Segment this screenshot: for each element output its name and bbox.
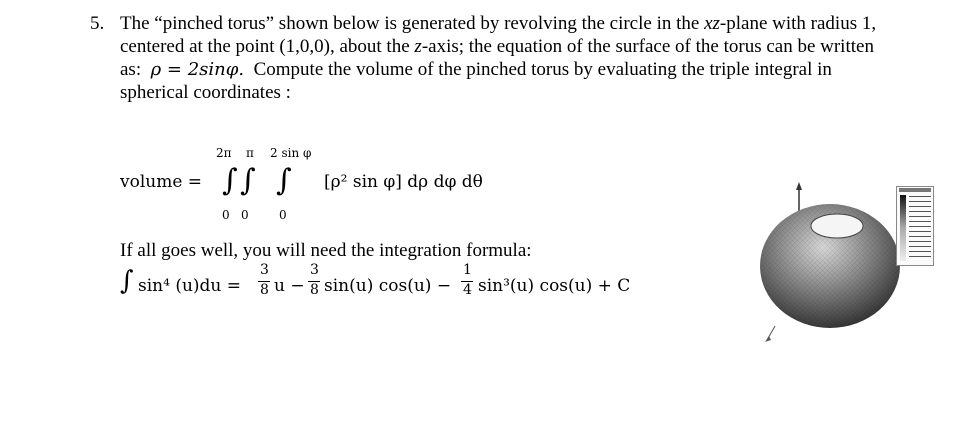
problem-line-1 [120,12,930,35]
text-fragment: centered at the point (1,0,0), about the [120,36,415,57]
problem-line-2 [120,35,930,58]
surface-equation: ρ = 2sinφ. [150,59,245,80]
upper-limit-rho: 2 sin φ [270,146,312,160]
legend-title [899,188,931,192]
text-fragment: xz [704,13,720,34]
text-fragment: -plane with radius 1, [719,13,877,34]
integral-sign-phi: ∫ [240,163,256,198]
problem-text [120,12,930,104]
frac2-numerator: 3 [310,262,319,278]
text-fragment: The “pinched torus” shown below is generated by revolving the circle in the [120,13,705,34]
torus-hole [811,214,863,238]
frac2-denominator: 8 [310,282,319,298]
integration-formula [120,262,680,302]
integrand: [ρ² sin φ] dρ dφ dθ [324,172,483,192]
text-fragment: -axis; the equation of the surface of the torus can be written [421,36,874,57]
frac3-denominator: 4 [463,282,472,298]
upper-limit-phi: π [246,146,254,160]
text-fragment: z [414,36,422,57]
legend-colorbar [900,195,906,261]
pinched-torus-figure [725,178,974,348]
integral-sign: ∫ [120,266,134,296]
text-fragment: as: [120,59,142,80]
frac3-numerator: 1 [463,262,472,278]
torus-svg [725,178,974,348]
formula-lhs: sin⁴ (u)du = [138,276,242,296]
formula-term3: sin³(u) cos(u) + C [478,276,631,296]
formula-term2: sin(u) cos(u) − [324,276,452,296]
z-axis-arrow-icon [796,182,802,190]
lower-limit-phi: 0 [241,208,249,222]
volume-label: volume = [120,172,203,192]
color-legend [896,186,934,266]
problem-line-4 [120,81,930,104]
x-axis-arrow-icon [765,336,771,342]
text-fragment: Compute the volume of the pinched torus by evaluating the triple integral in [253,59,832,80]
frac1-numerator: 3 [260,262,269,278]
frac1-denominator: 8 [260,282,269,298]
integral-sign-rho: ∫ [276,163,292,198]
problem-line-3 [120,58,930,81]
integral-sign-theta: ∫ [222,163,238,198]
formula-intro: If all goes well, you will need the integration formula: [120,240,532,261]
lower-limit-theta: 0 [222,208,230,222]
lower-limit-rho: 0 [279,208,287,222]
legend-ticks [909,196,931,261]
upper-limit-theta: 2π [216,146,232,160]
problem-number: 5. [90,13,105,34]
text-fragment: spherical coordinates : [120,82,291,103]
formula-term1: u − [274,276,305,296]
